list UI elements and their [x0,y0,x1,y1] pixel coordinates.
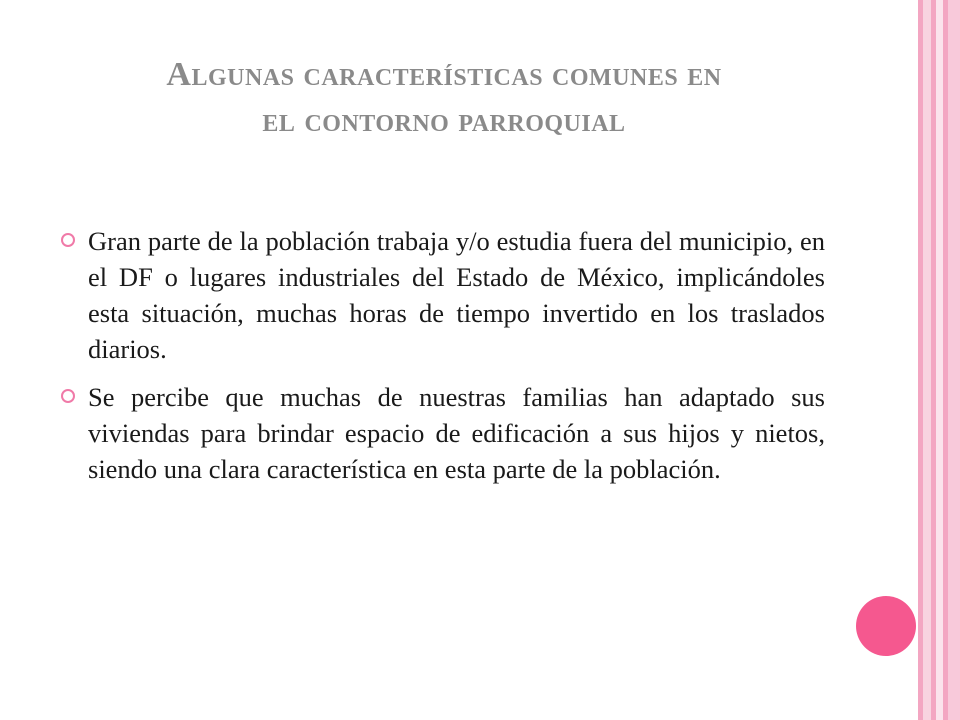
slide-title-line-1: Algunas características comunes en [166,56,722,93]
slide-title-line-2: el contorno parroquial [262,102,626,139]
decorative-stripe [923,0,931,720]
bullet-list [88,223,825,499]
decorative-stripe [948,0,960,720]
bullet-circle-icon [61,233,75,247]
decorative-stripe [936,0,943,720]
bullet-item [88,223,825,367]
bullet-circle-icon [61,389,75,403]
bullet-text: Gran parte de la población trabaja y/o estudia fuera del municipio, en el DF o lugares industriales del Estado de México, implicándoles esta situación, muchas horas de tiempo invertido en los traslados diarios. [88,226,825,364]
accent-circle-icon [856,596,916,656]
slide-title [0,52,888,144]
bullet-item [88,379,825,487]
bullet-text: Se percibe que muchas de nuestras familias han adaptado sus viviendas para brindar espacio de edificación a sus hijos y nietos, siendo una clara característica en esta parte de la población. [88,382,825,484]
